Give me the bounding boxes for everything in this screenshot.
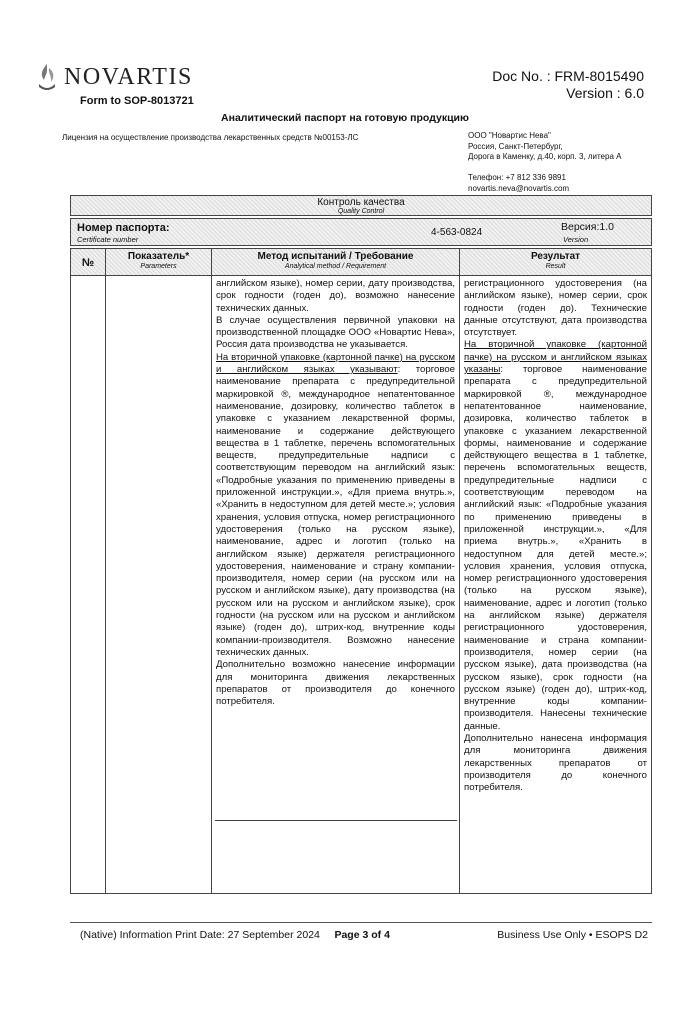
- footer-print-info: [80, 929, 390, 941]
- brand-name: NOVARTIS: [64, 63, 193, 90]
- method-cell-divider: [215, 820, 457, 821]
- company-contacts: [468, 173, 569, 194]
- qc-subtitle: Quality Control: [337, 208, 385, 215]
- cell-number: [70, 276, 106, 894]
- col-header-method: Метод испытаний / Требование Analytical method / Requirement: [211, 248, 460, 276]
- method-secondary-packaging-text: : торговое наименование препарата с предупредительной маркировкой ®, международное непатентованное наименование, дозировку, количество таблеток в упаковке с указанием лекарственной формы, наименование и содержание действующего вещества в 1 таблетке, перечень вспомогательных веществ, предупредительные надписи с соответствующим переводом на английский язык: «Подробные указания по применению приведены в приложенной инструкции.», «Для приема внутрь.», «Хранить в недоступном для детей месте.»; условия хранения, условия отпуска, номер регистрационного удостоверения (только на русском языке), наименование, адрес и логотип (только на английском языке) держателя регистрационного удостоверения, наименование и страну компании-производителя, номер серии (на русском или на русском и английском языке), дату производства (на русском или на русском и английском языке), срок годности (на русском или на русском и английском языке) (годен до), штрих-код, внутренние коды компании-производителя. Возможно нанесение технических данных.: [216, 364, 455, 658]
- certificate-version: Версия:1.0: [561, 221, 614, 233]
- certificate-number: 4-563-0824: [431, 227, 483, 238]
- cell-result: [459, 276, 652, 894]
- method-paragraph-1: английском языке), номер серии, дату производства, срок годности (годен до), возможно нанесение технических данных.: [216, 278, 455, 314]
- company-street: Дорога в Каменку, д.40, корп. 3, литера А: [468, 152, 622, 161]
- novartis-logo: [36, 62, 193, 92]
- footer-classification: Business Use Only • ESOPS D2: [497, 929, 648, 941]
- method-paragraph-2: В случае осуществления первичной упаковки на производственной площадке ООО «Новартис Нева», Россия дата производства не указывается.: [216, 314, 455, 351]
- page-title: Аналитический паспорт на готовую продукцию: [221, 112, 469, 124]
- col-header-parameters: Показатель* Parameters: [105, 248, 212, 276]
- method-paragraph-3: [216, 352, 455, 659]
- company-email: novartis.neva@novartis.com: [468, 183, 570, 193]
- company-phone: Телефон: +7 812 336 9891: [468, 173, 566, 182]
- cell-method: [211, 276, 460, 894]
- result-secondary-packaging-heading: На вторичной упаковке (картонной пачке) на русском и английском языках указаны: [464, 339, 647, 376]
- page-number: Page 3 of 4: [334, 929, 390, 941]
- form-reference: Form to SOP-8013721: [80, 95, 194, 107]
- document-number-block: [492, 68, 644, 102]
- license-text: Лицензия на осуществление производства лекарственных средств №00153-ЛС: [62, 133, 359, 142]
- cell-parameter: [105, 276, 212, 894]
- certificate-label: Номер паспорта:: [77, 222, 170, 234]
- result-paragraph-3: Дополнительно нанесена информация для мониторинга движения лекарственных препаратов от производителя до конечного потребителя.: [464, 732, 647, 794]
- company-city: Россия, Санкт-Петербург,: [468, 141, 563, 151]
- method-secondary-packaging-heading: На вторичной упаковке (картонной пачке) на русском и английском языках указывают: [216, 351, 455, 376]
- certificate-label-en: Certificate number: [77, 235, 139, 244]
- company-address: [468, 131, 621, 163]
- col-header-number: №: [70, 248, 106, 276]
- print-date: (Native) Information Print Date: 27 September 2024: [80, 929, 320, 941]
- col-header-result: Результат Result: [459, 248, 652, 276]
- certificate-row: [70, 218, 652, 246]
- result-secondary-packaging-text: : торговое наименование препарата с предупредительной маркировкой ®, международное непатентованное наименование, дозировка, количество таблеток в упаковке с указанием лекарственной формы, наименование и содержание действующего вещества в 1 таблетке, перечень вспомогательных веществ, предупредительные надписи с соответствующим переводом на английский язык: «Подробные указания по применению приведены в приложенной инструкции.», «Для приема внутрь.», «Хранить в недоступном для детей месте.»; условия хранения, условия отпуска, номер регистрационного удостоверения (только на русском языке), наименование, адрес и логотип (только на английском языке) держателя регистрационного удостоверения, наименование и страна компании-производителя, номер серии (на русском языке), дата производства (на русском языке), срок годности (на русском языке) (годен до), штрих-код, внутренние коды компании-производителя. Нанесены технические данные.: [464, 364, 647, 732]
- company-name: ООО "Новартис Нева": [468, 131, 551, 140]
- footer-divider: [70, 922, 652, 923]
- quality-control-header: [70, 195, 652, 216]
- qc-title: Контроль качества: [317, 197, 405, 208]
- method-paragraph-4: Дополнительно возможно нанесение информации для мониторинга движения лекарственных препаратов от производителя до конечного потребителя.: [216, 659, 455, 708]
- result-paragraph-1: регистрационного удостоверения (на английском языке), номер серии, срок годности (годен до). Технические данные отсутствуют, дата производства отсутствует.: [464, 278, 647, 339]
- novartis-flame-icon: [36, 62, 58, 92]
- doc-version: Version : 6.0: [566, 85, 644, 101]
- certificate-version-en: Version: [563, 235, 589, 244]
- doc-number: Doc No. : FRM-8015490: [492, 68, 644, 84]
- result-paragraph-2: [464, 339, 647, 733]
